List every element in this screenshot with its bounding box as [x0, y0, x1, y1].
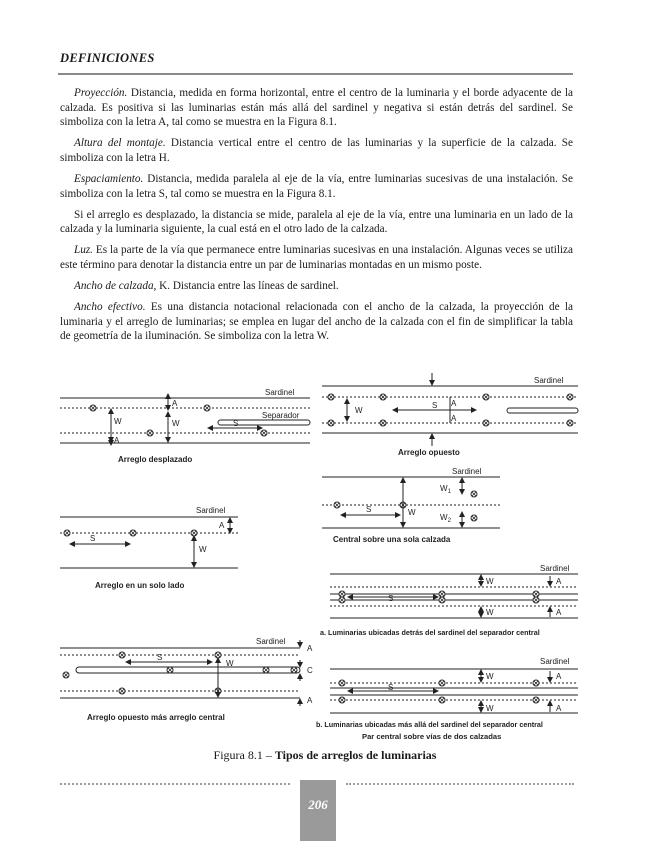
- svg-text:A: A: [451, 414, 457, 423]
- svg-text:A: A: [114, 436, 120, 445]
- svg-text:W2: $W_2$: [440, 513, 451, 524]
- svg-text:W: W: [486, 577, 494, 586]
- definition: Distancia, medida paralela al eje de la vía, entre luminarias sucesivas de una instalación. Se simboliza con la letra S, tal como se muestra en la Figura 8.1.: [60, 172, 573, 200]
- svg-text:W: W: [199, 545, 207, 554]
- svg-text:A: A: [451, 399, 457, 408]
- svg-text:W: W: [114, 417, 122, 426]
- svg-text:W: W: [172, 419, 180, 428]
- label-sardinel: Sardinel: [540, 564, 570, 573]
- definition: K. Distancia entre las líneas de sardinel.: [156, 280, 339, 293]
- paragraph-espaciamiento: [60, 172, 573, 201]
- svg-text:S: S: [388, 683, 394, 692]
- caption-central-a: a. Luminarias ubicadas detrás del sardinel del separador central: [320, 628, 540, 637]
- svg-text:W: W: [408, 508, 416, 517]
- caption-solo-lado: Arreglo en un solo lado: [95, 581, 185, 590]
- definition: Distancia vertical entre el centro de las luminarias y la superficie de la calzada. Se simboliza con la letra H.: [60, 137, 573, 164]
- caption-desplazado: Arreglo desplazado: [118, 455, 193, 464]
- term: Ancho efectivo.: [74, 301, 146, 314]
- section-title: DEFINICIONES: [60, 51, 155, 65]
- svg-text:S: S: [432, 401, 438, 410]
- term: Ancho de calzada,: [74, 280, 157, 293]
- paragraph-ancho-calzada: [60, 279, 573, 294]
- figure-caption: [0, 748, 650, 763]
- svg-text:A: A: [219, 521, 225, 530]
- label-sardinel: Sardinel: [540, 657, 570, 666]
- caption-opuesto: Arreglo opuesto: [398, 448, 460, 457]
- footer-dots-left: [60, 783, 290, 787]
- svg-text:W: W: [355, 406, 363, 415]
- definition: Distancia, medida en forma horizontal, entre el centro de la luminaria y el borde adyacente de la calzada. Es positiva si las luminarias están más allá del sardinel y negativa si están detrás del sardinel. Se simboliza con la letra A, tal como se muestra en la Figura 8.1.: [60, 87, 573, 129]
- caption-prefix: Figura 8.1 –: [213, 748, 275, 762]
- svg-text:W: W: [486, 704, 494, 713]
- svg-text:W: W: [486, 608, 494, 617]
- label-sardinel: Sardinel: [534, 376, 564, 385]
- svg-text:A: A: [556, 672, 562, 681]
- caption-central-sola: Central sobre una sola calzada: [333, 535, 451, 544]
- paragraph-ancho-efectivo: [60, 300, 573, 344]
- term: Espaciamiento.: [74, 172, 144, 185]
- label-sardinel: Sardinel: [452, 467, 482, 476]
- caption-central-b: b. Luminarias ubicadas más allá del sardinel del separador central: [316, 720, 543, 729]
- footer-dots-right: [346, 783, 574, 787]
- svg-text:W: W: [226, 659, 234, 668]
- paragraph-proyeccion: [60, 86, 573, 130]
- svg-text:S: S: [366, 505, 372, 514]
- svg-text:C: C: [307, 666, 313, 675]
- body-text: [60, 86, 573, 350]
- label-sardinel: Sardinel: [265, 388, 295, 397]
- label-sardinel: Sardinel: [256, 637, 286, 646]
- svg-text:A: A: [172, 399, 178, 408]
- svg-text:S: S: [233, 419, 239, 428]
- svg-text:S: S: [157, 653, 163, 662]
- term: Luz.: [74, 244, 93, 257]
- caption-opuesto-central: Arreglo opuesto más arreglo central: [87, 713, 225, 722]
- svg-text:A: A: [556, 704, 562, 713]
- svg-text:A: A: [556, 608, 562, 617]
- page-number: 206: [308, 797, 328, 812]
- svg-text:W: W: [486, 672, 494, 681]
- term: Altura del montaje.: [74, 137, 166, 150]
- label-sardinel: Sardinel: [196, 506, 226, 515]
- definition: Es una distancia notacional relacionada con el ancho de la calzada, la proyección de la luminaria y el arreglo de luminarias; se emplea en lugar del ancho de la calzada con el fin de simplificar la tabla de geometría de la iluminación. Se simboliza con la letra W.: [60, 301, 573, 343]
- paragraph-desplazado: [60, 208, 573, 237]
- svg-text:W1: $W_1$: [440, 484, 451, 495]
- diagram-central-a: [330, 574, 578, 618]
- svg-text:S: S: [388, 594, 394, 603]
- figure-8-1: [0, 365, 650, 745]
- diagram-central-sola: [322, 477, 500, 528]
- definition: Es la parte de la vía que permanece entre luminarias sucesivas en una instalación. Algunas veces se utiliza este término para denotar la distancia entre un par de luminarias montadas en un mismo poste.: [60, 244, 573, 271]
- luminaire-arrangements-diagram: [0, 365, 650, 745]
- svg-text:A: A: [307, 644, 313, 653]
- caption-title: Tipos de arreglos de luminarias: [274, 748, 437, 762]
- svg-text:A: A: [307, 696, 313, 705]
- svg-text:A: A: [556, 577, 562, 586]
- caption-par-central: Par central sobre vías de dos calzadas: [362, 732, 502, 741]
- diagram-opuesto-central: [60, 640, 300, 706]
- diagram-solo-lado: [60, 517, 238, 568]
- diagram-central-b: [330, 669, 578, 713]
- svg-text:S: S: [90, 534, 96, 543]
- paragraph-luz: [60, 243, 573, 272]
- label-separador: Separador: [262, 411, 300, 420]
- term: Proyección.: [74, 87, 128, 99]
- paragraph-altura: [60, 136, 573, 165]
- definition: Si el arreglo es desplazado, la distancia se mide, paralela al eje de la vía, entre una luminaria en un lado de la calzada y la luminaria siguiente, la cual está en el otro lado de la calzada.: [60, 208, 573, 236]
- header-rule: [58, 73, 573, 75]
